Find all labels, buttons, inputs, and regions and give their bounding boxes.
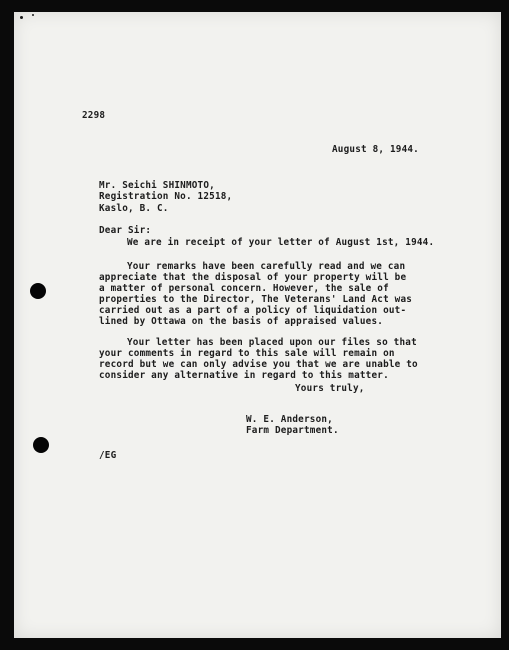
- signatory-department: Farm Department.: [246, 425, 339, 436]
- paragraph-2-line: a matter of personal concern. However, the sale of: [99, 283, 389, 294]
- typist-initials: /EG: [99, 450, 117, 461]
- recipient-registration: Registration No. 12518,: [99, 191, 233, 202]
- punch-hole-lower: [33, 437, 49, 453]
- paragraph-2-line: Your remarks have been carefully read and we can: [127, 261, 406, 272]
- paragraph-1: We are in receipt of your letter of August 1st, 1944.: [127, 237, 435, 248]
- punch-hole-upper: [30, 283, 46, 299]
- dust-speck: [20, 16, 23, 19]
- dust-speck: [32, 14, 34, 16]
- paragraph-3-line: your comments in regard to this sale will remain on: [99, 348, 395, 359]
- paragraph-3-line: consider any alternative in regard to this matter.: [99, 370, 389, 381]
- paragraph-3-line: Your letter has been placed upon our files so that: [127, 337, 417, 348]
- paragraph-2-line: lined by Ottawa on the basis of appraised values.: [99, 316, 384, 327]
- paragraph-2-line: appreciate that the disposal of your property will be: [99, 272, 407, 283]
- letter-date: August 8, 1944.: [332, 144, 419, 155]
- recipient-name: Mr. Seichi SHINMOTO,: [99, 180, 215, 191]
- file-number: 2298: [82, 110, 106, 121]
- signatory-name: W. E. Anderson,: [246, 414, 333, 425]
- paragraph-3-line: record but we can only advise you that we are unable to: [99, 359, 418, 370]
- paragraph-2-line: properties to the Director, The Veterans' Land Act was: [99, 294, 413, 305]
- letter-page: [14, 12, 501, 638]
- closing: Yours truly,: [295, 383, 365, 394]
- paragraph-2-line: carried out as a part of a policy of liquidation out-: [99, 305, 407, 316]
- salutation: Dear Sir:: [99, 225, 152, 236]
- recipient-location: Kaslo, B. C.: [99, 203, 169, 214]
